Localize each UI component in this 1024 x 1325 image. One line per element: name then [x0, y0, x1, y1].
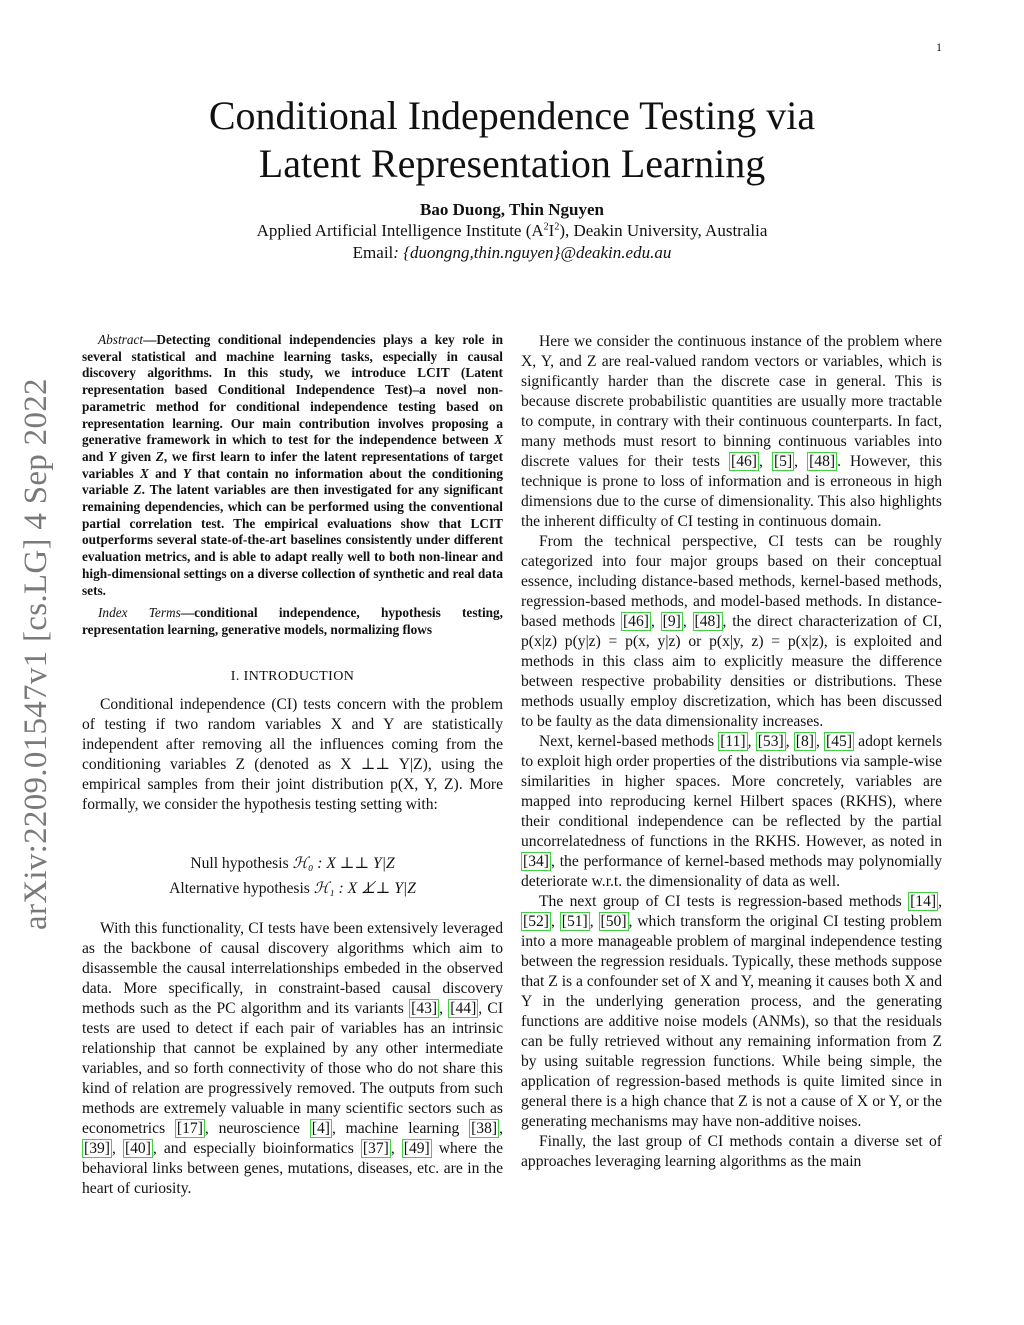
citation-link[interactable]: [14]	[910, 893, 937, 910]
abstract-and: and	[148, 465, 183, 481]
affiliation-sup-2: 2	[554, 221, 560, 233]
citation-link[interactable]: [38]	[471, 1119, 498, 1137]
text-run: adopt kernels to exploit high order properties of the distributions via sample-wise similarities in higher spaces. More concretely, variables are mapped into reproducing kernel Hilbert spaces (RKHS), where their conditional independence can be reflected by the partial uncorrelatedness of functions in the RKHS. However, as noted in	[521, 733, 943, 850]
text-run: . However, this technique is prone to loss of information and is erroneous in high dimensions due to the curse of dimensionality. This also highlights the inherent difficulty of CI testing in continuous domain.	[521, 453, 943, 530]
math-y: Y	[108, 448, 117, 464]
affiliation-text-2: I	[548, 221, 555, 240]
hypotheses-block	[82, 851, 503, 901]
math-z: Z	[155, 448, 164, 464]
affiliation-sup-1: 2	[543, 221, 549, 233]
text-run: , machine learning	[331, 1119, 470, 1137]
abstract-label: Abstract	[98, 332, 144, 347]
citation-link[interactable]: [17]	[176, 1119, 203, 1137]
citation-link[interactable]: [51]	[561, 913, 588, 930]
math-z: Z	[133, 482, 142, 498]
citation-link[interactable]: [39]	[84, 1139, 110, 1157]
page-number: 1	[936, 40, 942, 54]
citation-link[interactable]: [4]	[311, 1119, 330, 1137]
section-heading-introduction: I. INTRODUCTION	[230, 668, 355, 684]
right-paragraph-1: Here we consider the continuous instance of the problem where X, Y, and Z are real-valued random vectors or variables, which is significantly harder than the discrete case in general. This is because discrete probabilistic quantities are usually more tractable to compute, in contrary with their continuous counterparts. In fact, many methods must resort to binning continuous variables into discrete values for their tests [46] , [5] , [48] . However, this technique is prone to loss of information and is erroneous in high dimensions due to the curse of dimensionality. This also highlights the inherent difficulty of CI testing in continuous domain.	[521, 333, 943, 530]
abstract	[82, 332, 503, 599]
index-terms-text: —conditional independence, hypothesis testing, representation learning, generative models, normalizing flows	[82, 605, 504, 637]
citation-link[interactable]: [11]	[720, 733, 746, 750]
citation-link[interactable]: [44]	[450, 999, 477, 1017]
abstract-given: given	[116, 448, 156, 464]
citation-link[interactable]: [40]	[124, 1139, 151, 1157]
citation-link[interactable]: [45]	[826, 733, 853, 750]
citation-link[interactable]: [48]	[809, 453, 836, 470]
intro-paragraph-1: Conditional independence (CI) tests concern with the problem of testing if two random variables X and Y are statistically independent after removing all the influences coming from the conditioning variables Z (denoted as X ⊥⊥ Y|Z), using the empirical samples from their joint distribution p(X, Y, Z). More formally, we consider the hypothesis testing setting with:	[82, 695, 503, 813]
alternative-hypothesis-label: Alternative hypothesis	[169, 879, 310, 897]
text-run: Next, kernel-based methods	[539, 733, 719, 750]
text-run: , and especially bioinformatics	[152, 1139, 361, 1157]
abstract-text-3: that contain no information about the conditioning variable	[82, 465, 503, 498]
math-y: Y	[182, 465, 191, 481]
right-paragraph-2: From the technical perspective, CI tests can be roughly categorized into four major groups based on their conceptual essence, including distance-based methods, kernel-based methods, regression-based methods, and model-based methods. In distance-based methods [46] , [9] , [48] , the direct characterization of CI, p(x|z) p(y|z) = p(x, y|z) or p(x|y, z) = p(x|z), is exploited and methods in this class aim to explicitly measure the difference between respective probability densities or distributions. These methods usually employ discretization, which has been discussed to be faulty as the data dimensionality increases.	[521, 533, 942, 730]
arxiv-stamp: arXiv:2209.01547v1 [cs.LG] 4 Sep 2022	[18, 378, 54, 930]
abstract-text-1: —Detecting conditional independencies plays a key role in several statistical and machine learning tasks, especially in causal discovery algorithms. In this study, we introduce LCIT (Latent representation based Conditional Independence Test)–a novel non-parametric method for conditional independence testing based on representation learning. Our main contribution involves proposing a generative framework in which to test for the independence between	[82, 332, 503, 448]
email-line	[112, 243, 912, 263]
affiliation-text-3: ), Deakin University, Australia	[559, 221, 768, 240]
right-paragraph-5: Finally, the last group of CI methods contain a diverse set of approaches leveraging learning algorithms as the main	[521, 1133, 942, 1170]
citation-link[interactable]: [46]	[622, 613, 649, 630]
text-run: The next group of CI tests is regression-based methods	[539, 893, 909, 910]
abstract-text-4: . The latent variables are then investigated for any significant remaining dependencies, which can be performed using the conventional partial correlation test. The empirical evaluations show that LCIT outperforms several state-of-the-art baselines consistently under different evaluation metrics, and is able to adapt really well to both non-linear and high-dimensional settings on a diverse collection of synthetic and real data sets.	[82, 482, 504, 598]
affiliation	[112, 221, 912, 241]
citation-link[interactable]: [48]	[694, 613, 721, 630]
email-address[interactable]: : {duongng,thin.nguyen}@deakin.edu.au	[393, 243, 672, 262]
citation-link[interactable]: [5]	[773, 453, 793, 470]
text-run: , which transform the original CI testing problem into a more manageable problem of marginal independence testing between the regression residuals. Typically, these methods suppose that Z is a confounder set of X and Y, meaning it causes both X and Y in the underlying generation process, and the generating functions are additive noise models (ANMs), so that the residuals can be fully retrieved without any remaining information from Z by using suitable regression functions. While being simple, the application of regression-based methods is quite limited since in general there is a high chance that Z is not a cause of X or Y, or the generating mechanisms may have non-additive noises.	[521, 913, 942, 1130]
null-hypothesis	[82, 851, 503, 876]
title-line-1: Conditional Independence Testing via	[208, 93, 816, 138]
math-x: X	[139, 465, 149, 481]
text-run: where the behavioral links between genes, mutations, diseases, etc. are in the heart of curiosity.	[82, 1139, 503, 1197]
text-run: From the technical perspective, CI tests can be roughly categorized into four major groups based on their conceptual essence, including distance-based methods, kernel-based methods, regression-based methods, and model-based methods. In distance-based methods	[521, 533, 942, 630]
null-hypothesis-expr: ℋ₀ : X ⊥⊥ Y|Z	[292, 854, 395, 872]
alternative-hypothesis-expr: ℋ₁ : X ⊥̸⊥ Y|Z	[313, 879, 416, 897]
citation-link[interactable]: [37]	[362, 1139, 389, 1157]
abstract-and: and	[82, 448, 109, 464]
intro-paragraph-2: With this functionality, CI tests have been extensively leveraged as the backbone of causal discovery algorithms which aim to disassemble the causal interrelationships embeded in the observed data. More specifically, in constraint-based causal discovery methods such as the PC algorithm and its variants [43] , [44] , CI tests are used to detect if each pair of variables has an intrinsic relationship that cannot be explained by any other intermediate variables, and so forth connectivity of those who do not share this kind of relation are progressively removed. The outputs from such methods are extremely valuable in many scientific sectors such as econometrics [17] , neuroscience [4] , machine learning [38] , [39] , [40] , and especially bioinformatics [37] , [49] where the behavioral links between genes, mutations, diseases, etc. are in the heart of curiosity.	[82, 919, 504, 1197]
citation-link[interactable]: [9]	[662, 613, 681, 630]
left-column	[82, 332, 503, 1199]
text-run: , the performance of kernel-based methods may polynomially deteriorate w.r.t. the dimensionality of data as well.	[521, 853, 942, 890]
right-paragraph-4: The next group of CI tests is regression-based methods [14] , [52] , [51] , [50] , which transform the original CI testing problem into a more manageable problem of marginal independence testing between the regression residuals. Typically, these methods suppose that Z is a confounder set of X and Y, meaning it causes both X and Y in the underlying generation process, and the generating functions are additive noise models (ANMs), so that the residuals can be fully retrieved without any remaining information from Z by using suitable regression functions. While being simple, the application of regression-based methods is quite limited since in general there is a high chance that Z is not a cause of X or Y, or the generating mechanisms may have non-additive noises.	[521, 893, 942, 1130]
right-paragraph-3: Next, kernel-based methods [11] , [53] , [8] , [45] adopt kernels to exploit high order properties of the distributions via sample-wise similarities in higher spaces. More concretely, variables are mapped into reproducing kernel Hilbert spaces (RKHS), where their conditional independence can be reflected by the partial uncorrelatedness of functions in the RKHS. However, as noted in [34] , the performance of kernel-based methods may polynomially deteriorate w.r.t. the dimensionality of data as well.	[521, 733, 943, 890]
authors: Bao Duong, Thin Nguyen	[420, 200, 604, 219]
text-run: With this functionality, CI tests have been extensively leveraged as the backbone of causal discovery algorithms which aim to disassemble the causal interrelationships embeded in the observed data. More specifically, in constraint-based causal discovery methods such as the PC algorithm and its variants	[82, 919, 503, 1017]
title-line-2: Latent Representation Learning	[258, 141, 766, 186]
text-run: , the direct characterization of CI, p(x|z) p(y|z) = p(x, y|z) or p(x|y, z) = p(x|z), is exploited and methods in this class aim to explicitly measure the difference between respective probability densities or distributions. These methods usually employ discretization, which has been discussed to be faulty as the data dimensionality increases.	[521, 613, 942, 730]
citation-link[interactable]: [52]	[523, 913, 549, 930]
email-label: Email	[352, 243, 394, 262]
index-terms-label: Index Terms	[98, 605, 181, 621]
index-terms	[82, 605, 503, 638]
null-hypothesis-label: Null hypothesis	[190, 854, 289, 872]
text-run: Here we consider the continuous instance of the problem where X, Y, and Z are real-valued random vectors or variables, which is significantly harder than the discrete case in general. This is because discrete probabilistic quantities are usually more tractable to compute, in contrary with their continuous counterparts. In fact, many methods must resort to binning continuous variables into discrete values for their tests	[521, 333, 942, 470]
affiliation-text-1: Applied Artificial Intelligence Institute (A	[256, 221, 544, 240]
citation-link[interactable]: [49]	[403, 1139, 430, 1157]
citation-link[interactable]: [53]	[757, 733, 784, 750]
abstract-text-2: , we first learn to infer the latent representations of target variables	[82, 448, 504, 481]
math-x: X	[494, 432, 503, 448]
citation-link[interactable]: [34]	[523, 853, 549, 870]
citation-link[interactable]: [46]	[731, 453, 757, 470]
citation-link[interactable]: [50]	[600, 913, 627, 930]
text-run: , CI tests are used to detect if each pair of variables has an intrinsic relationship that cannot be explained by any other intermediate variables, and so forth connectivity of those who do not share this kind of relation are progressively removed. The outputs from such methods are extremely valuable in many scientific sectors such as econometrics	[82, 999, 504, 1137]
right-column	[521, 332, 942, 1172]
citation-link[interactable]: [43]	[411, 999, 438, 1017]
text-run: , neuroscience	[204, 1119, 310, 1137]
alternative-hypothesis	[82, 876, 503, 901]
citation-link[interactable]: [8]	[795, 733, 814, 750]
paper-title	[112, 92, 912, 188]
